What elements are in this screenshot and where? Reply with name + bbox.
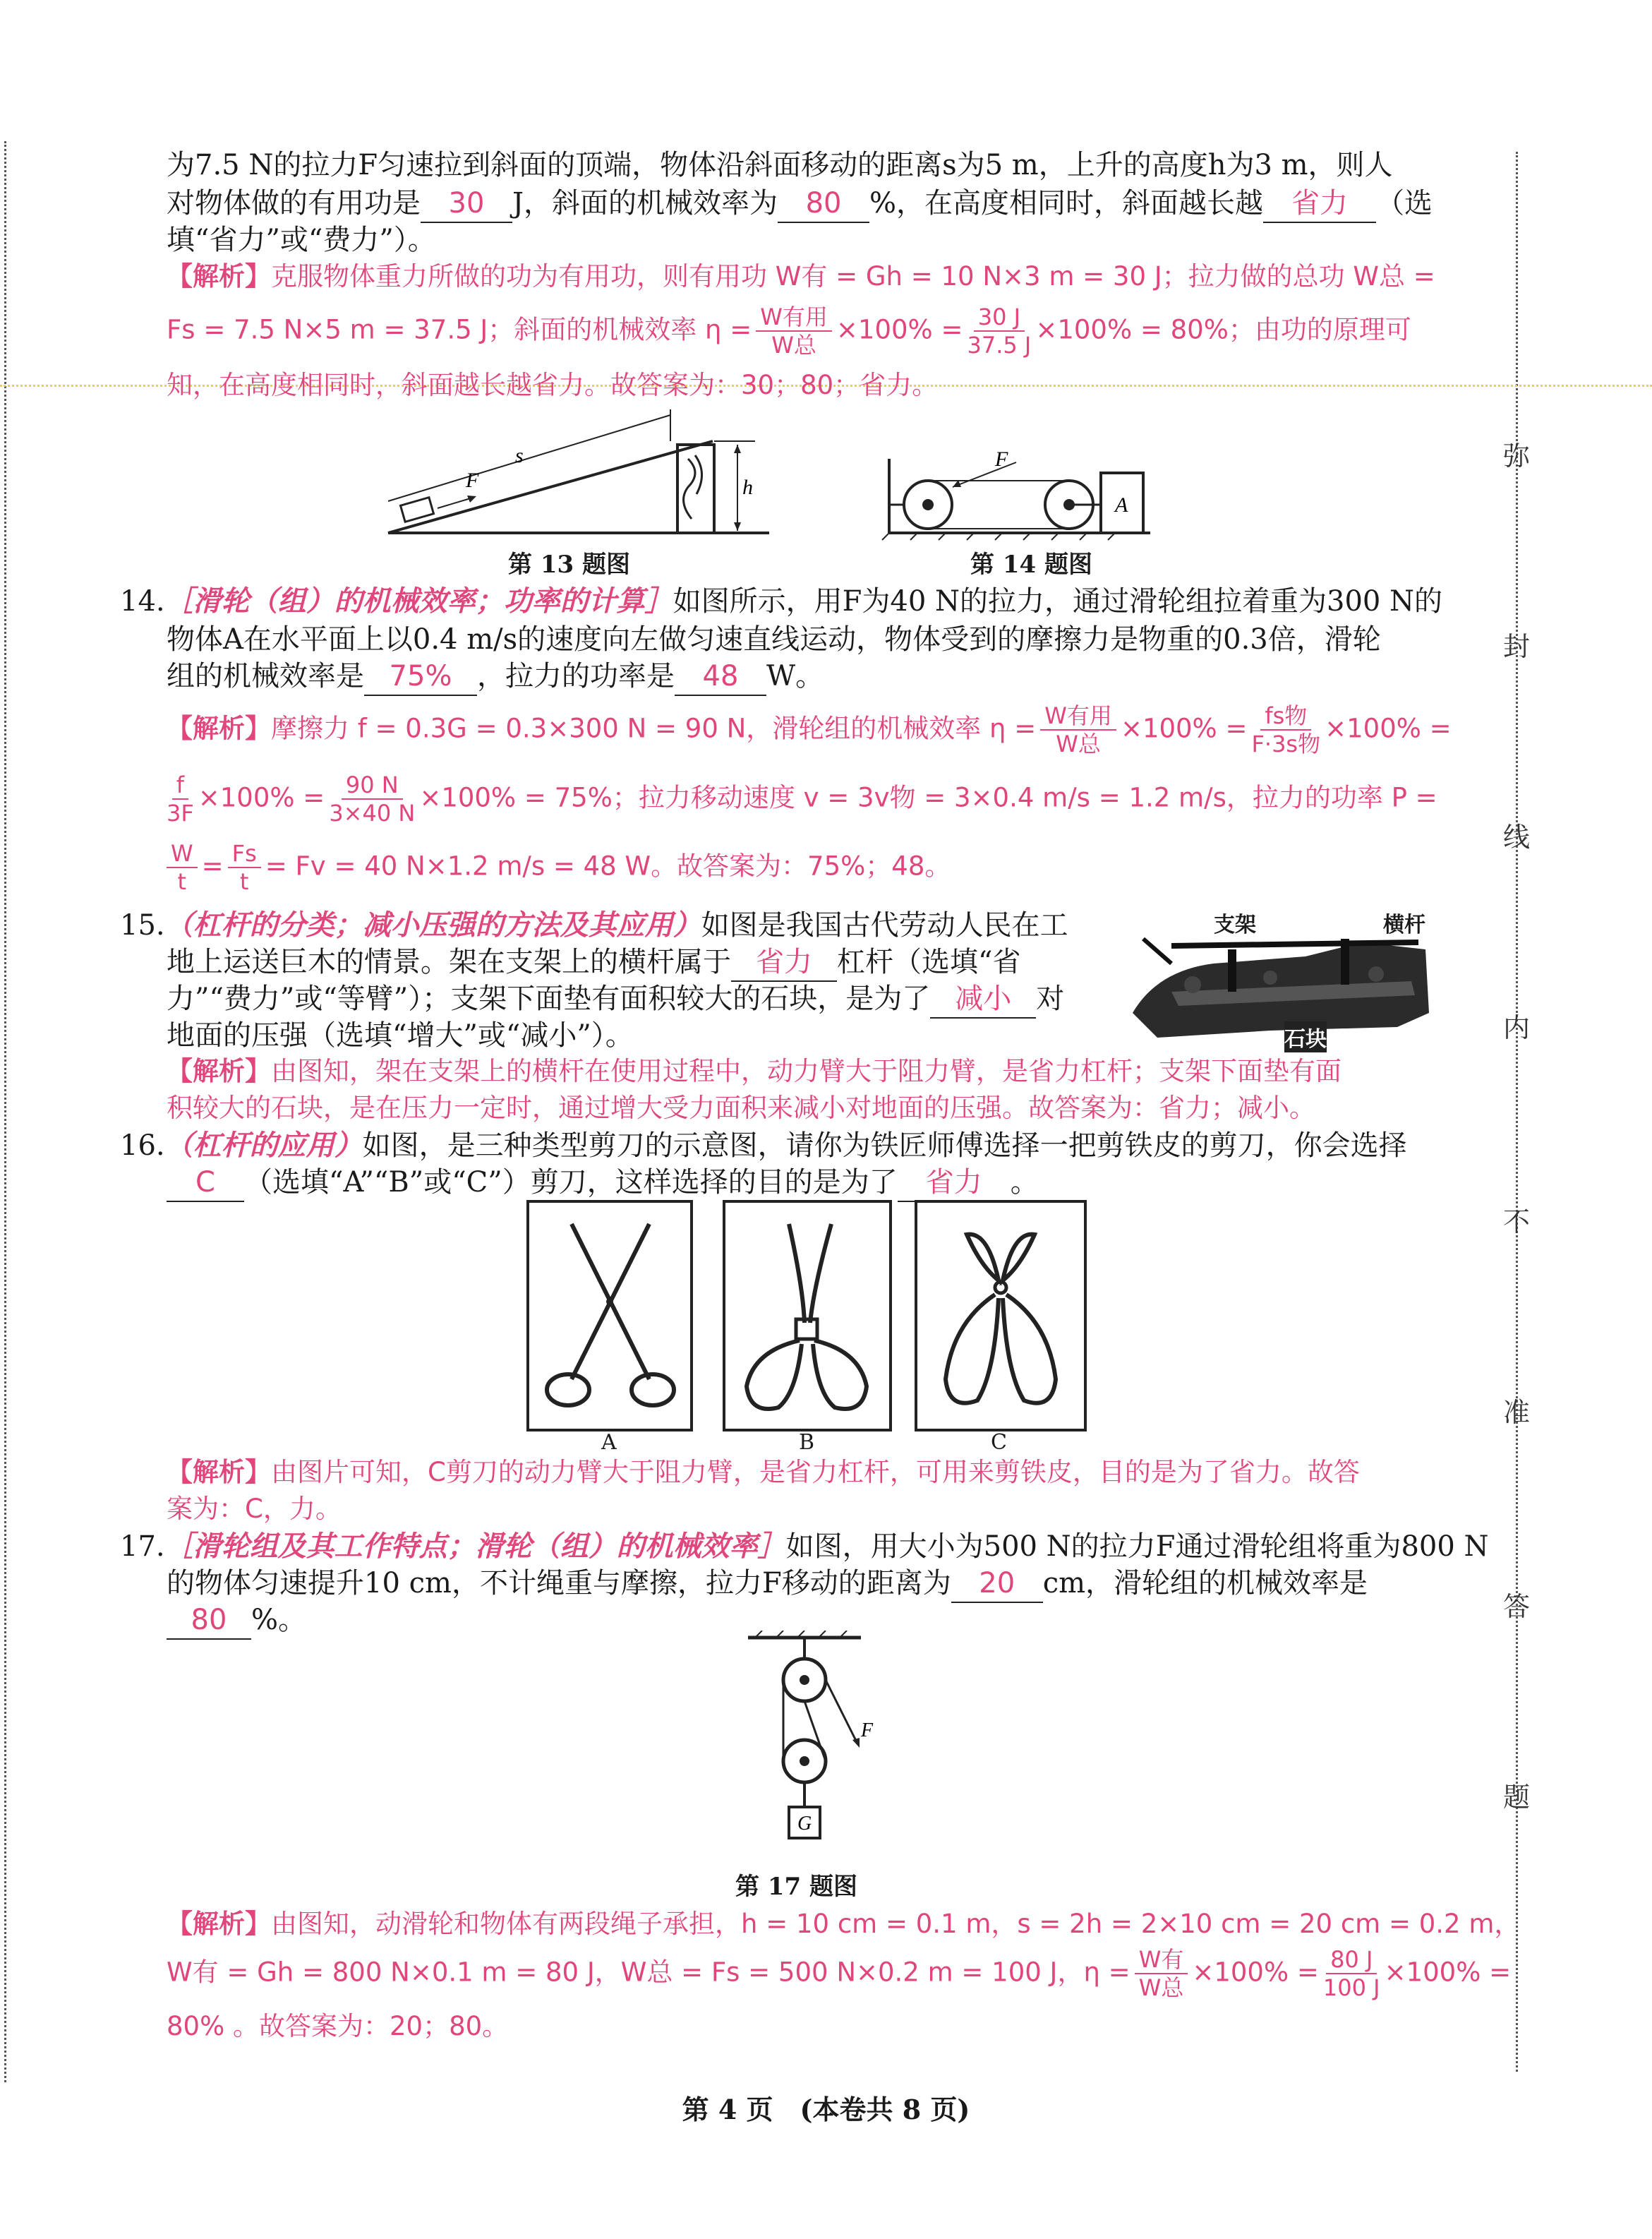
scissors-label: B	[799, 1430, 815, 1455]
q15-line2: 地上运送巨木的情景。架在支架上的横杆属于 省力 杠杆（选填“省	[167, 944, 1437, 982]
left-binding-line	[4, 141, 6, 2082]
seal-char: 题	[1503, 1782, 1531, 1813]
q16-line2: C （选填“A”“B”或“C”）剪刀，这样选择的目的是为了 省力 。	[167, 1164, 1437, 1202]
figure-13-caption: 第 13 题图	[508, 551, 630, 579]
answer-blank: 80	[167, 1602, 251, 1640]
scissors-label: A	[601, 1430, 617, 1455]
label-h: h	[742, 476, 753, 499]
figure-17-caption: 第 17 题图	[735, 1873, 857, 1901]
page-footer: 第 4 页 (本卷共 8 页)	[682, 2094, 970, 2125]
q16-line1: 16.（杠杆的应用）如图，是三种类型剪刀的示意图，请你为铁匠师傅选择一把剪铁皮的剪刀，你会选择	[120, 1129, 1407, 1162]
q17-analysis-3: 80% 。故答案为：20；80。	[167, 2011, 509, 2041]
q13-line3: 填“省力”或“费力”）。	[167, 224, 436, 256]
q16-analysis-2: 案为：C，力。	[167, 1494, 342, 1524]
answer-blank: 48	[675, 658, 766, 696]
q13-analysis-1: 【解析】克服物体重力所做的功为有用功，则有用功 W有 = Gh = 10 N×3 m = 30 J；拉力做的总功 W总 =	[167, 261, 1435, 292]
q17-line2: 的物体匀速提升10 cm，不计绳重与摩擦，拉力F移动的距离为 20 cm，滑轮组的机械效率是	[167, 1565, 1437, 1603]
fraction: $\frac{f}{3F}$	[167, 772, 194, 827]
seal-char: 答	[1503, 1591, 1531, 1622]
answer-blank: 省力	[731, 944, 837, 982]
label-A: A	[1115, 493, 1128, 517]
answer-blank: C	[167, 1164, 244, 1202]
answer-blank: 减小	[930, 980, 1036, 1019]
answer-blank: 省力	[898, 1164, 1011, 1202]
seal-char: 线	[1503, 822, 1531, 853]
figure-14-caption: 第 14 题图	[970, 551, 1092, 579]
fraction: $\frac{\text{W有用}}{\text{W总}}$	[756, 304, 832, 359]
scissors-a	[526, 1200, 693, 1431]
label-crossbar: 横杆	[1383, 913, 1425, 937]
q13-analysis-3: 知，在高度相同时，斜面越长越省力。故答案为：30；80；省力。	[167, 370, 939, 400]
answer-blank: 省力	[1263, 185, 1376, 223]
fraction: $\frac{\text{W有}}{\text{W总}}$	[1135, 1946, 1188, 2001]
figure-17-pulley	[734, 1631, 875, 1863]
figure-14-pulley	[875, 445, 1157, 544]
q13-line2: 对物体做的有用功是 30 J，斜面的机械效率为 80 %，在高度相同时，斜面越长越 省力 （选	[167, 185, 1437, 223]
q15-line1: 15.（杠杆的分类；减小压强的方法及其应用）如图是我国古代劳动人民在工	[120, 908, 1068, 942]
q17-line3: 80 %。	[167, 1602, 1437, 1640]
q15-line3: 力”“费力”或“等臂”）；支架下面垫有面积较大的石块，是为了 减小 对	[167, 980, 1437, 1019]
seal-char: 内	[1503, 1012, 1531, 1043]
q17-analysis-1: 【解析】由图知，动滑轮和物体有两段绳子承担，h = 10 cm = 0.1 m，s = 2h = 2×10 cm = 20 cm = 0.2 m，	[167, 1909, 1521, 1939]
q15-analysis-1: 【解析】由图知，架在支架上的横杆在使用过程中，动力臂大于阻力臂，是省力杠杆；支架下面垫有面	[167, 1056, 1342, 1086]
label-s: s	[515, 444, 524, 467]
fraction: $\frac{80 J}{100 J}$	[1322, 1946, 1380, 2001]
fraction: $\frac{W}{t}$	[167, 840, 198, 895]
q14-analysis-3: $\frac{W}{t}$ = $\frac{Fs}{t}$ = Fv = 40 N×1.2 m/s = 48 W。故答案为：75%；48。	[162, 840, 1433, 895]
answer-blank: 30	[421, 185, 512, 223]
scissors-b	[723, 1200, 892, 1431]
q17-analysis-2: W有 = Gh = 800 N×0.1 m = 80 J，W总 = Fs = 500 N×0.2 m = 100 J，η = $\frac{\text{W有}}{\text{W总}}$ ×100% = $\frac{80 J}{100 J}$ ×100% =	[167, 1946, 1512, 2001]
q16-analysis-1: 【解析】由图片可知，C剪刀的动力臂大于阻力臂，是省力杠杆，可用来剪铁皮，目的是为了省力。故答	[167, 1457, 1360, 1487]
label-stone: 石块	[1284, 1021, 1327, 1052]
label-F: F	[861, 1719, 874, 1741]
scissors-c	[915, 1200, 1087, 1431]
label-G: G	[797, 1813, 812, 1835]
q15-analysis-2: 积较大的石块，是在压力一定时，通过增大受力面积来减小对地面的压强。故答案为：省力；减小。	[167, 1093, 1315, 1123]
seal-char: 准	[1503, 1397, 1531, 1428]
q15-line4: 地面的压强（选填“增大”或“减小”）。	[167, 1019, 634, 1052]
q13-analysis-2: Fs = 7.5 N×5 m = 37.5 J；斜面的机械效率 η = $\frac{\text{W有用}}{\text{W总}}$ ×100% = $\frac{30 J}{37.5 J}$ ×100% = 80%；由功的原理可	[167, 304, 1411, 359]
seal-char: 弥	[1503, 440, 1531, 472]
answer-blank: 20	[951, 1565, 1043, 1603]
answer-blank: 75%	[364, 658, 477, 696]
q14-line1: 14.［滑轮（组）的机械效率；功率的计算］如图所示，用F为40 N的拉力，通过滑轮组拉着重为300 N的	[120, 584, 1443, 618]
figure-15-photo	[1129, 907, 1433, 1052]
seal-char: 不	[1503, 1206, 1531, 1237]
q17-line1: 17.［滑轮组及其工作特点；滑轮（组）的机械效率］如图，用大小为500 N的拉力F通过滑轮组将重为800 N	[120, 1530, 1489, 1563]
answer-blank: 80	[778, 185, 869, 223]
fraction: $\frac{Fs}{t}$	[228, 840, 261, 895]
q14-analysis-2: $\frac{f}{3F}$ ×100% = $\frac{90 N}{3\times 40 N}$ ×100% = 75%；拉力移动速度 v = 3v物 = 3×0.4 m/s = 1.2 m/s，拉力的功率 P =	[167, 772, 1437, 827]
fraction: $\frac{\text{fs物}}{\text{F·3s物}}$	[1251, 702, 1321, 757]
fraction: $\frac{30 J}{37.5 J}$	[967, 304, 1032, 359]
figure-13-incline	[374, 402, 783, 544]
label-F: F	[995, 448, 1008, 471]
fraction: $\frac{90 N}{3\times 40 N}$	[329, 772, 416, 827]
fraction: $\frac{\text{W有用}}{\text{W总}}$	[1040, 702, 1116, 757]
q13-line1: 为7.5 N的拉力F匀速拉到斜面的顶端，物体沿斜面移动的距离s为5 m，上升的高度h为3 m，则人	[167, 149, 1393, 181]
q14-line3: 组的机械效率是 75% ，拉力的功率是 48 W。	[167, 658, 1437, 696]
seal-char: 封	[1503, 631, 1531, 662]
label-F: F	[466, 469, 479, 492]
scissors-label: C	[991, 1430, 1007, 1455]
label-support: 支架	[1214, 913, 1256, 937]
q14-line2: 物体A在水平面上以0.4 m/s的速度向左做匀速直线运动，物体受到的摩擦力是物重的0.3倍，滑轮	[167, 623, 1381, 656]
q14-analysis-1: 【解析】摩擦力 f = 0.3G = 0.3×300 N = 90 N，滑轮组的机械效率 η = $\frac{\text{W有用}}{\text{W总}}$ ×100% = $\frac{\text{fs物}}{\text{F·3s物}}$ ×100% =	[167, 702, 1452, 757]
